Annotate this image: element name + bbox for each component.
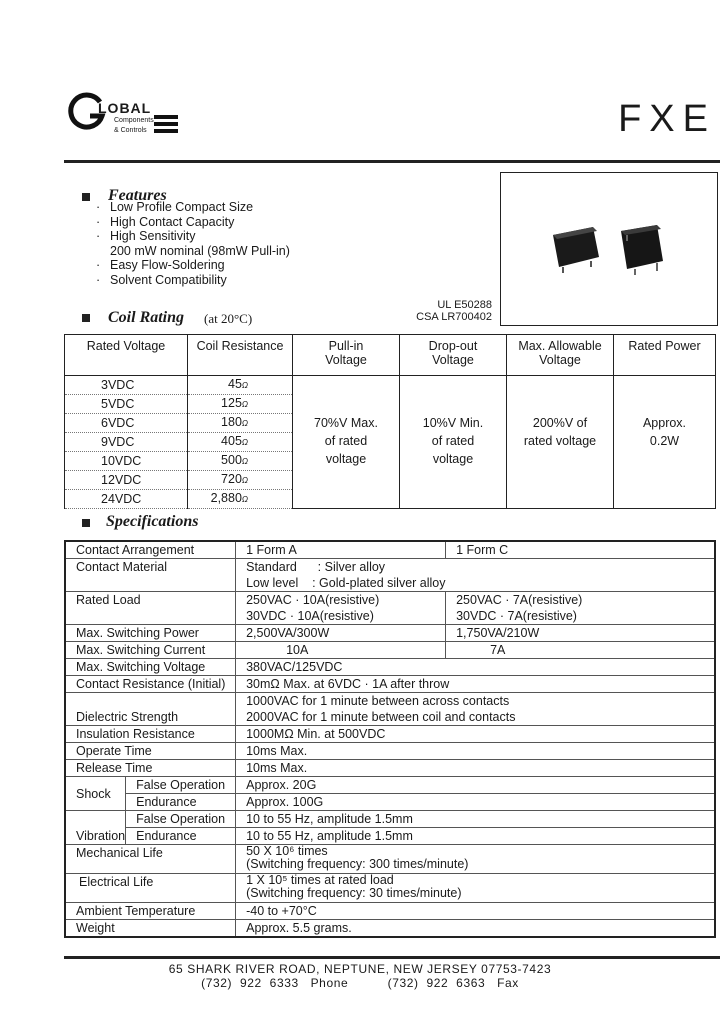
csa-cert: CSA LR700402 (416, 311, 492, 323)
spec-value: 1 Form A (236, 541, 446, 559)
coil-resistance-cell: 45Ω (188, 376, 293, 395)
drop-out-cell: 10%V Min. of rated voltage (400, 376, 507, 509)
features-list (96, 200, 290, 287)
spec-label: Electrical Life (65, 874, 236, 903)
table-row (65, 811, 715, 828)
table-row (65, 903, 715, 920)
header-divider (64, 160, 720, 163)
rated-voltage-cell: 12VDC (65, 471, 188, 490)
feature-item: · Solvent Compatibility (96, 272, 227, 287)
spec-label: Mechanical Life (65, 845, 236, 874)
spec-label: Max. Switching Power (65, 625, 236, 642)
coil-rating-heading: Coil Rating (108, 309, 185, 326)
rated-voltage-cell: 10VDC (65, 452, 188, 471)
table-row (65, 760, 715, 777)
spec-value: 1000VAC for 1 minute between across contacts 2000VAC for 1 minute between coil and contacts (236, 693, 715, 726)
rated-voltage-cell: 9VDC (65, 433, 188, 452)
table-row (65, 920, 715, 938)
table-row (65, 559, 715, 592)
spec-value: 380VAC/125VDC (236, 659, 715, 676)
table-row (65, 874, 715, 903)
spec-label: Contact Material (65, 559, 236, 592)
spec-label: Contact Resistance (Initial) (65, 676, 236, 693)
spec-value: 250VAC · 10A(resistive) 30VDC · 10A(resistive) (236, 592, 446, 625)
spec-label: Max. Switching Current (65, 642, 236, 659)
spec-sublabel: Endurance (126, 828, 236, 845)
footer-divider (64, 956, 720, 959)
spec-label: Max. Switching Voltage (65, 659, 236, 676)
section-bullet (82, 314, 90, 322)
spec-value: 1 X 10⁵ times at rated load (Switching frequency: 30 times/minute) (236, 874, 715, 903)
product-photo (500, 172, 718, 326)
spec-label: Weight (65, 920, 236, 938)
table-row (65, 592, 715, 625)
table-row (65, 625, 715, 642)
table-row (65, 676, 715, 693)
specifications-table (64, 540, 716, 938)
spec-value: 10 to 55 Hz, amplitude 1.5mm (236, 811, 715, 828)
rated-power-cell: Approx. 0.2W (614, 376, 716, 509)
footer-contact: (732) 922 6333 Phone (732) 922 6363 Fax (201, 976, 519, 990)
max-allowable-cell: 200%V of rated voltage (507, 376, 614, 509)
spec-label: Operate Time (65, 743, 236, 760)
spec-value: Approx. 100G (236, 794, 715, 811)
table-row (65, 794, 715, 811)
table-row (65, 845, 715, 874)
feature-item: · Low Profile Compact Size (96, 200, 254, 214)
coil-rating-subtitle: (at 20°C) (204, 311, 253, 326)
spec-sublabel: False Operation (126, 777, 236, 794)
logo-title: LOBAL (98, 100, 152, 116)
feature-item: · Easy Flow-Soldering (96, 258, 225, 272)
col-pull-in: Pull-in Voltage (293, 335, 400, 376)
table-row (65, 642, 715, 659)
certifications (416, 299, 492, 323)
coil-resistance-cell: 125Ω (188, 395, 293, 414)
spec-sublabel: False Operation (126, 811, 236, 828)
pull-in-cell: 70%V Max. of rated voltage (293, 376, 400, 509)
table-header-row (65, 335, 716, 376)
coil-rating-table (64, 334, 716, 509)
model-title: FXE (618, 98, 716, 140)
logo-subtitle-2: & Controls (114, 127, 147, 134)
ul-cert: UL E50288 (437, 299, 492, 311)
coil-resistance-cell: 720Ω (188, 471, 293, 490)
coil-resistance-cell: 180Ω (188, 414, 293, 433)
spec-value: 250VAC · 7A(resistive) 30VDC · 7A(resistive) (446, 592, 715, 625)
specifications-heading: Specifications (106, 513, 199, 530)
spec-label: Insulation Resistance (65, 726, 236, 743)
table-row (65, 726, 715, 743)
spec-label: Release Time (65, 760, 236, 777)
rated-voltage-cell: 6VDC (65, 414, 188, 433)
col-rated-voltage: Rated Voltage (65, 335, 188, 376)
col-drop-out: Drop-out Voltage (400, 335, 507, 376)
coil-resistance-cell: 405Ω (188, 433, 293, 452)
table-row (65, 659, 715, 676)
spec-value: 10 to 55 Hz, amplitude 1.5mm (236, 828, 715, 845)
spec-value: Standard : Silver alloy Low level : Gold-plated silver alloy (236, 559, 715, 592)
col-max-allowable: Max. Allowable Voltage (507, 335, 614, 376)
spec-label: Shock (65, 777, 126, 811)
spec-value: 7A (446, 642, 715, 659)
col-coil-resistance: Coil Resistance (188, 335, 293, 376)
spec-label: Rated Load (65, 592, 236, 625)
spec-value: 1000MΩ Min. at 500VDC (236, 726, 715, 743)
spec-sublabel: Endurance (126, 794, 236, 811)
table-row (65, 777, 715, 794)
table-row (65, 828, 715, 845)
feature-item: 200 mW nominal (98mW Pull-in) (110, 243, 290, 258)
spec-value: 50 X 10⁶ times (Switching frequency: 300 times/minute) (236, 845, 715, 874)
logo-subtitle-1: Components (114, 117, 154, 124)
table-row (65, 693, 715, 726)
feature-item: · High Sensitivity (96, 229, 196, 243)
col-rated-power: Rated Power (614, 335, 716, 376)
rated-voltage-cell: 3VDC (65, 376, 188, 395)
features-heading: Features (108, 187, 167, 204)
spec-label: Vibration (65, 811, 126, 845)
footer-address: 65 SHARK RIVER ROAD, NEPTUNE, NEW JERSEY 07753-7423 (168, 962, 552, 976)
coil-resistance-cell: 2,880Ω (188, 490, 293, 509)
spec-value: Approx. 5.5 grams. (236, 920, 715, 938)
feature-item: · High Contact Capacity (96, 214, 235, 229)
company-logo (64, 90, 184, 140)
spec-label: Contact Arrangement (65, 541, 236, 559)
table-row (65, 541, 715, 559)
rated-voltage-cell: 24VDC (65, 490, 188, 509)
spec-value: 2,500VA/300W (236, 625, 446, 642)
spec-label: Ambient Temperature (65, 903, 236, 920)
logo-bars (154, 115, 178, 133)
coil-resistance-cell: 500Ω (188, 452, 293, 471)
spec-value: 30mΩ Max. at 6VDC · 1A after throw (236, 676, 715, 693)
spec-value: -40 to +70°C (236, 903, 715, 920)
spec-value: 10ms Max. (236, 743, 715, 760)
spec-value: 1 Form C (446, 541, 715, 559)
spec-value: 10ms Max. (236, 760, 715, 777)
relay-image (501, 173, 717, 325)
spec-value: 1,750VA/210W (446, 625, 715, 642)
spec-label: Dielectric Strength (65, 693, 236, 726)
section-bullet (82, 519, 90, 527)
rated-voltage-cell: 5VDC (65, 395, 188, 414)
table-row (65, 743, 715, 760)
spec-value: Approx. 20G (236, 777, 715, 794)
table-row (65, 376, 716, 395)
spec-value: 10A (236, 642, 446, 659)
section-bullet (82, 193, 90, 201)
